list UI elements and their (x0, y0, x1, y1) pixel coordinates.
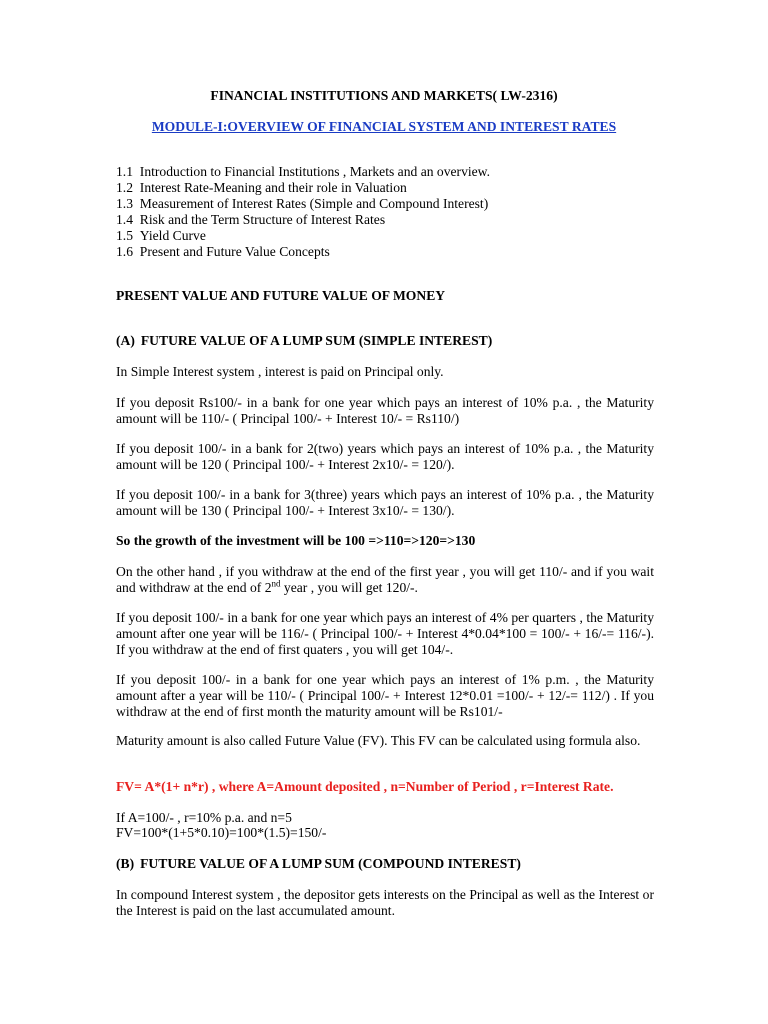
paragraph: If you deposit 100/- in a bank for one year which pays an interest of 1% p.m. , the Maturity amount after a year will be 110/- ( Principal 100/- + Interest 12*0.01 =100/- + 12/-= 112/) . If you withdraw at the end of first month the maturity amount will be Rs101/- (116, 672, 654, 719)
toc-item: 1.6 Present and Future Value Concepts (116, 244, 330, 259)
toc-item: 1.2 Interest Rate-Meaning and their role in Valuation (116, 180, 407, 195)
document-title: FINANCIAL INSTITUTIONS AND MARKETS( LW-2316) (210, 88, 558, 103)
paragraph: If you deposit 100/- in a bank for one year which pays an interest of 4% per quarters , the Maturity amount after one year will be 116/- ( Principal 100/- + Interest 4*0.04*100 = 100/- + 16/-= 116/-). If you withdraw at the end of first quaters , you will get 104/-. (116, 610, 654, 657)
table-of-contents (116, 164, 654, 260)
paragraph: In Simple Interest system , interest is paid on Principal only. (116, 364, 444, 379)
toc-item: 1.4 Risk and the Term Structure of Interest Rates (116, 212, 386, 227)
subheading-a: (A) FUTURE VALUE OF A LUMP SUM (SIMPLE INTEREST) (116, 333, 493, 348)
subheading-b: (B) FUTURE VALUE OF A LUMP SUM (COMPOUND INTEREST) (116, 856, 521, 871)
section-heading: PRESENT VALUE AND FUTURE VALUE OF MONEY (116, 288, 446, 303)
paragraph: If you deposit 100/- in a bank for 3(three) years which pays an interest of 10% p.a. , the Maturity amount will be 130 ( Principal 100/- + Interest 3x10/- = 130/). (116, 487, 654, 518)
example-line: If A=100/- , r=10% p.a. and n=5 (116, 810, 292, 825)
module-title-link[interactable]: MODULE-I:OVERVIEW OF FINANCIAL SYSTEM AND INTEREST RATES (151, 119, 617, 134)
toc-item: 1.1 Introduction to Financial Institutions , Markets and an overview. (116, 164, 491, 179)
toc-item: 1.5 Yield Curve (116, 228, 206, 243)
fv-formula: FV= A*(1+ n*r) , where A=Amount deposited , n=Number of Period , r=Interest Rate. (116, 779, 614, 794)
toc-item: 1.3 Measurement of Interest Rates (Simple and Compound Interest) (116, 196, 489, 211)
module-title[interactable] (0, 119, 768, 135)
growth-statement: So the growth of the investment will be 100 =>110=>120=>130 (116, 533, 476, 548)
paragraph: Maturity amount is also called Future Value (FV). This FV can be calculated using formula also. (116, 733, 641, 748)
paragraph: If you deposit Rs100/- in a bank for one year which pays an interest of 10% p.a. , the Maturity amount will be 110/- ( Principal 100/- + Interest 10/- = Rs110/) (116, 395, 654, 426)
example-line: FV=100*(1+5*0.10)=100*(1.5)=150/- (116, 825, 327, 840)
paragraph: In compound Interest system , the depositor gets interests on the Principal as well as the Interest or the Interest is paid on the last accumulated amount. (116, 887, 654, 918)
paragraph: On the other hand , if you withdraw at the end of the first year , you will get 110/- and if you wait and withdraw at the end of 2nd year , you will get 120/-. (116, 564, 654, 595)
paragraph: If you deposit 100/- in a bank for 2(two) years which pays an interest of 10% p.a. , the Maturity amount will be 120 ( Principal 100/- + Interest 2x10/- = 120/). (116, 441, 654, 472)
